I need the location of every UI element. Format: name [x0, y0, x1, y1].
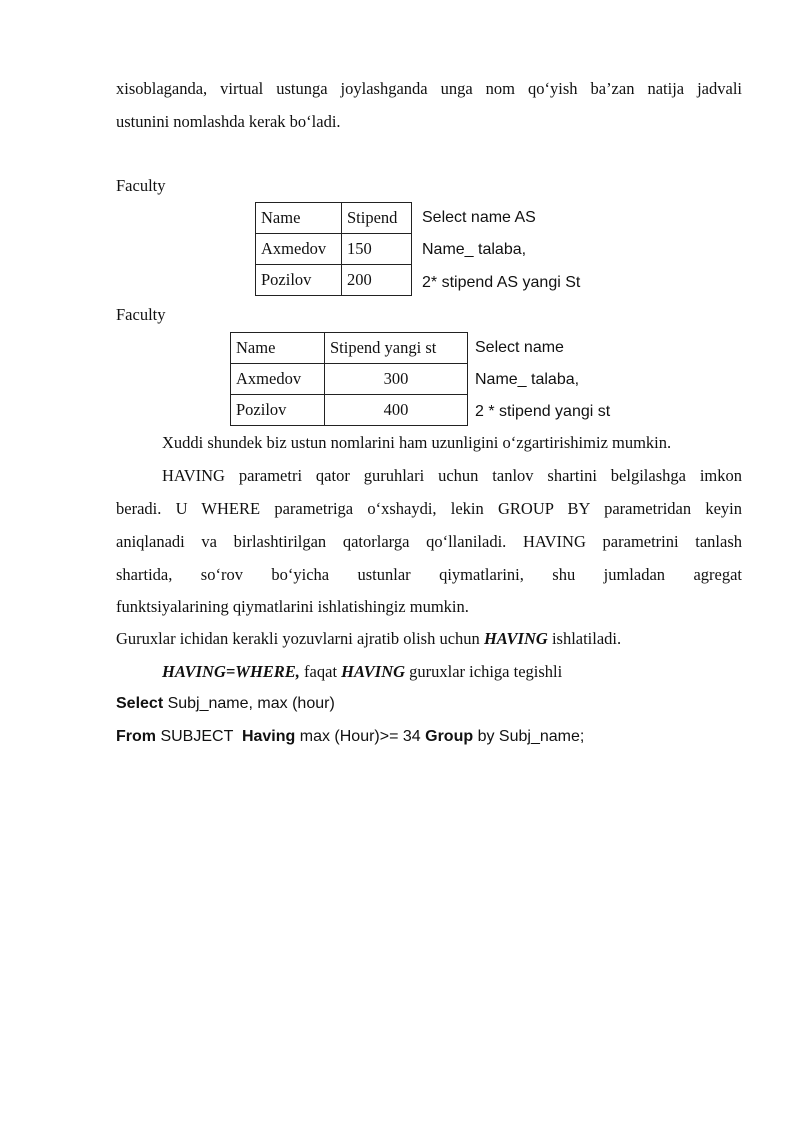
- code-text: Subj_name, max (hour): [163, 695, 335, 712]
- keyword-group: Group: [425, 728, 474, 745]
- code-line-1: [116, 694, 742, 714]
- sql-line: Select name AS: [422, 209, 536, 226]
- sql-line: Select name: [475, 339, 564, 356]
- table-row: [256, 265, 412, 296]
- paragraph-3: [116, 629, 742, 649]
- keyword-having-where: HAVING=WHERE,: [162, 662, 300, 681]
- table-row: [231, 333, 468, 364]
- table-header-cell: Name: [231, 333, 325, 364]
- text-run: ishlatiladi.: [547, 629, 622, 648]
- table-cell: 400: [325, 395, 468, 426]
- intro-line-1: xisoblaganda, virtual ustunga joylashganda unga nom qo‘yish ba’zan natija jadvali: [116, 79, 742, 98]
- paragraph-2-line: beradi. U WHERE parametriga o‘xshaydi, lekin GROUP BY parametridan keyin: [116, 499, 742, 518]
- paragraph-2-line: HAVING parametri qator guruhlari uchun tanlov shartini belgilashga imkon: [162, 466, 742, 485]
- text-run: guruxlar ichiga tegishli: [405, 662, 563, 681]
- table-cell: 200: [342, 265, 412, 296]
- keyword-having: HAVING: [483, 629, 548, 648]
- paragraph-2-line: funktsiyalarining qiymatlarini ishlatishingiz mumkin.: [116, 597, 469, 616]
- text-run: faqat: [299, 662, 342, 681]
- table-row: [231, 364, 468, 395]
- table-cell: 300: [325, 364, 468, 395]
- code-text: max (Hour)>= 34: [295, 728, 426, 745]
- sql-line: Name_ talaba,: [422, 241, 527, 258]
- table-header-cell: Name: [256, 203, 342, 234]
- table-cell: Axmedov: [256, 234, 342, 265]
- table-row: [256, 234, 412, 265]
- keyword-having: Having: [241, 728, 296, 745]
- table-cell: Pozilov: [256, 265, 342, 296]
- keyword-select: Select: [116, 695, 164, 712]
- code-text: by Subj_name;: [473, 728, 585, 745]
- table-header-cell: Stipend yangi st: [325, 333, 468, 364]
- table1-label: Faculty: [116, 176, 166, 195]
- table-row: [256, 203, 412, 234]
- faculty-table-2: [230, 332, 468, 426]
- code-line-2: [116, 727, 742, 747]
- keyword-from: From: [116, 728, 156, 745]
- sql-line: 2* stipend AS yangi St: [422, 274, 581, 291]
- text-run: Guruxlar ichidan kerakli yozuvlarni ajratib olish uchun: [116, 629, 484, 648]
- sql-line: Name_ talaba,: [475, 371, 580, 388]
- table-header-cell: Stipend: [342, 203, 412, 234]
- table-cell: Axmedov: [231, 364, 325, 395]
- paragraph-1: Xuddi shundek biz ustun nomlarini ham uzunligini o‘zgartirishimiz mumkin.: [162, 433, 672, 452]
- paragraph-2-line: shartida, so‘rov bo‘yicha ustunlar qiymatlarini, shu jumladan agregat: [116, 565, 742, 584]
- intro-line-2: ustunini nomlashda kerak bo‘ladi.: [116, 112, 341, 131]
- keyword-having: HAVING: [341, 662, 406, 681]
- paragraph-4: [162, 662, 742, 682]
- code-text: SUBJECT: [156, 728, 242, 745]
- table-cell: 150: [342, 234, 412, 265]
- sql-line: 2 * stipend yangi st: [475, 403, 611, 420]
- table2-label: Faculty: [116, 305, 166, 324]
- table-row: [231, 395, 468, 426]
- faculty-table-1: [255, 202, 412, 296]
- paragraph-2-line: aniqlanadi va birlashtirilgan qatorlarga qo‘llaniladi. HAVING parametrini tanlash: [116, 532, 742, 551]
- table-cell: Pozilov: [231, 395, 325, 426]
